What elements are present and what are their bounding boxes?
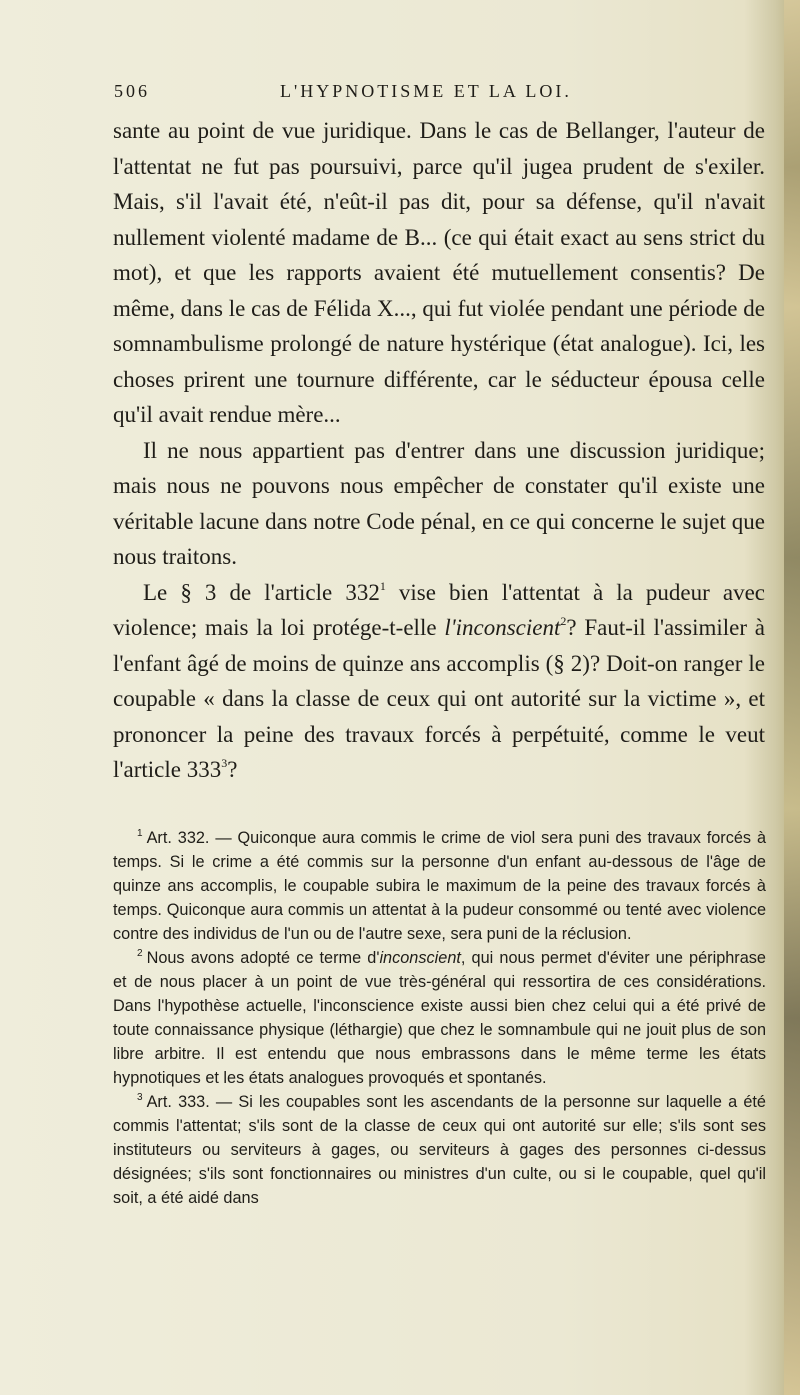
running-title: L'HYPNOTISME ET LA LOI. [280, 81, 572, 101]
paragraph-3-part-b: vise bien l'attentat à la pudeur avec violence; mais la loi protége-t-elle [113, 579, 765, 640]
footnote-2-part-b: , qui nous permet d'éviter une périphrase et de nous placer à un point de vue très-général qui ressortira de ces considérations. Dans l'hypothèse actuelle, l'inconscience existe aussi bien chez celui qui a été privé de toute connaissance physique (léthargie) que chez le somnambule qui ne jouit plus de son libre arbitre. Il est entendu que nous embrassons dans le même terme les états hypnotiques et les états analogues provoqués et spontanés. [113, 949, 766, 1087]
footnote-3-marker: 3 [137, 1092, 143, 1103]
footnote-3-text: Art. 333. — Si les coupables sont les ascendants de la personne sur laquelle a été commis l'attentat; s'ils sont de la classe de ceux qui ont autorité sur elle; s'ils sont ses instituteurs ou serviteurs à gages, ou serviteurs à gages des personnes ci-dessus désignées; s'ils sont fonctionnaires ou ministres d'un culte, ou si le coupable, quel qu'il soit, a été aidé dans [113, 1093, 766, 1207]
footnote-2-part-a: Nous avons adopté ce terme d' [146, 949, 380, 967]
footnote-1 [113, 826, 766, 946]
footnote-2-italic-term: inconscient [379, 949, 461, 967]
paragraph-3-part-a: Le § 3 de l'article 332 [143, 579, 380, 605]
footnotes [113, 826, 766, 1210]
footnote-2-marker: 2 [137, 948, 143, 959]
italic-term: l'inconscient [444, 615, 561, 640]
page-edge [784, 0, 800, 1395]
footnote-1-text: Art. 332. — Quiconque aura commis le crime de viol sera puni des travaux forcés à temps. Si le crime a été commis sur la personne d'un enfant au-dessous de l'âge de quinze ans accomplis, le coupable subira le maximum de la peine des travaux forcés à temps. Quiconque aura commis un attentat à la pudeur consommé ou tenté avec violence contre des individus de l'un ou de l'autre sexe, sera puni de la réclusion. [113, 829, 766, 943]
footnote-reference-2: 2 [560, 614, 567, 628]
paragraph-3-part-d: ? [227, 757, 238, 782]
footnote-3 [113, 1090, 766, 1210]
main-text [113, 113, 765, 788]
paragraph-1: sante au point de vue juridique. Dans le cas de Bellanger, l'auteur de l'attentat ne fut pas poursuivi, parce qu'il jugea prudent de s'exiler. Mais, s'il l'avait été, n'eût-il pas dit, pour sa défense, qu'il n'avait nullement violenté madame de B... (ce qui était exact au sens strict du mot), et que les rapports avaient été mutuellement consentis? De même, dans le cas de Félida X..., qui fut violée pendant une période de somnambulisme prolongé de nature hystérique (état analogue). Ici, les choses prirent une tournure différente, car le séducteur épousa celle qu'il avait rendue mère... [113, 118, 765, 427]
footnote-reference-3: 3 [221, 756, 228, 770]
footnote-2 [113, 946, 766, 1090]
page-header [114, 81, 764, 107]
paragraph-3 [113, 575, 765, 788]
paragraph-2: Il ne nous appartient pas d'entrer dans une discussion juridique; mais nous ne pouvons nous empêcher de constater qu'il existe une véritable lacune dans notre Code pénal, en ce qui concerne le sujet que nous traitons. [113, 437, 765, 569]
page-number: 506 [114, 81, 150, 101]
footnote-reference-1: 1 [379, 578, 386, 593]
paragraph-3-part-c: ? Faut-il l'assimiler à l'enfant âgé de moins de quinze ans accomplis (§ 2)? Doit-on ranger le coupable « dans la classe de ceux qui ont autorité sur la victime », et prononcer la peine des travaux forcés à perpétuité, comme le veut l'article 333 [113, 615, 765, 782]
footnote-1-marker: 1 [137, 828, 143, 839]
